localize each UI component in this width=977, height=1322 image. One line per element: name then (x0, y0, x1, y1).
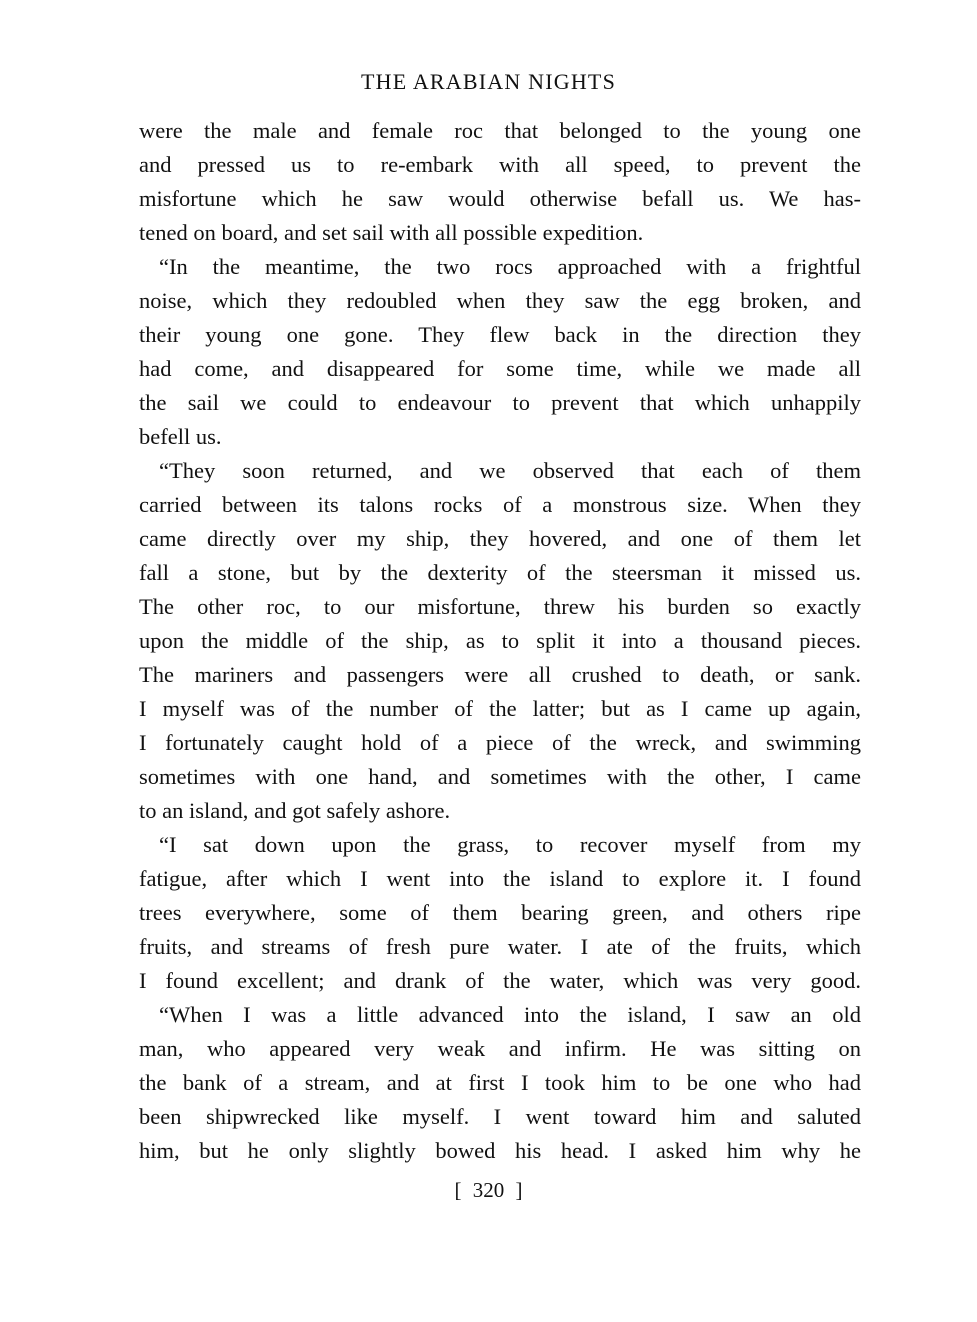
text-line: “When I was a little advanced into the island, I saw an old (159, 1002, 861, 1027)
text-line: upon the middle of the ship, as to split it into a thousand pieces. (139, 628, 861, 653)
text-line: befell us. (139, 424, 222, 449)
text-line: noise, which they redoubled when they saw the egg broken, and (139, 288, 861, 313)
text-line: and pressed us to re-embark with all speed, to prevent the (139, 152, 861, 177)
text-line: to an island, and got safely ashore. (139, 798, 451, 823)
text-line: the bank of a stream, and at first I took him to be one who had (139, 1070, 861, 1095)
text-line: fall a stone, but by the dexterity of the steersman it missed us. (139, 560, 861, 585)
page-number: [ 320 ] (454, 1178, 523, 1202)
text-line: I fortunately caught hold of a piece of the wreck, and swimming (139, 730, 861, 755)
text-line: been shipwrecked like myself. I went toward him and saluted (139, 1104, 861, 1129)
text-line: misfortune which he saw would otherwise befall us. We has- (139, 186, 861, 211)
text-line: the sail we could to endeavour to prevent that which unhappily (139, 390, 861, 415)
paragraph (139, 998, 861, 1168)
page-body (139, 114, 861, 1168)
text-line: carried between its talons rocks of a monstrous size. When they (139, 492, 861, 517)
text-line: The mariners and passengers were all crushed to death, or sank. (139, 662, 861, 687)
text-line: him, but he only slightly bowed his head. I asked him why he (139, 1138, 861, 1163)
text-line: The other roc, to our misfortune, threw his burden so exactly (139, 594, 861, 619)
paragraph (139, 114, 861, 250)
text-line: had come, and disappeared for some time, while we made all (139, 356, 861, 381)
paragraph (139, 828, 861, 998)
text-line: tened on board, and set sail with all possible expedition. (139, 220, 644, 245)
text-line: “In the meantime, the two rocs approached with a frightful (159, 254, 861, 279)
running-head: THE ARABIAN NIGHTS (360, 69, 617, 94)
text-line: trees everywhere, some of them bearing green, and others ripe (139, 900, 861, 925)
text-line: were the male and female roc that belonged to the young one (139, 118, 861, 143)
paragraph (139, 250, 861, 454)
text-line: sometimes with one hand, and sometimes with the other, I came (139, 764, 861, 789)
text-line: their young one gone. They flew back in the direction they (139, 322, 861, 347)
text-line: fruits, and streams of fresh pure water. I ate of the fruits, which (139, 934, 861, 959)
text-line: man, who appeared very weak and infirm. He was sitting on (139, 1036, 861, 1061)
paragraph (139, 454, 861, 828)
text-line: I found excellent; and drank of the water, which was very good. (139, 968, 861, 993)
text-line: fatigue, after which I went into the island to explore it. I found (139, 866, 861, 891)
text-line: “They soon returned, and we observed that each of them (159, 458, 861, 483)
text-line: I myself was of the number of the latter; but as I came up again, (139, 696, 861, 721)
text-line: came directly over my ship, they hovered, and one of them let (139, 526, 861, 551)
text-line: “I sat down upon the grass, to recover myself from my (159, 832, 861, 857)
